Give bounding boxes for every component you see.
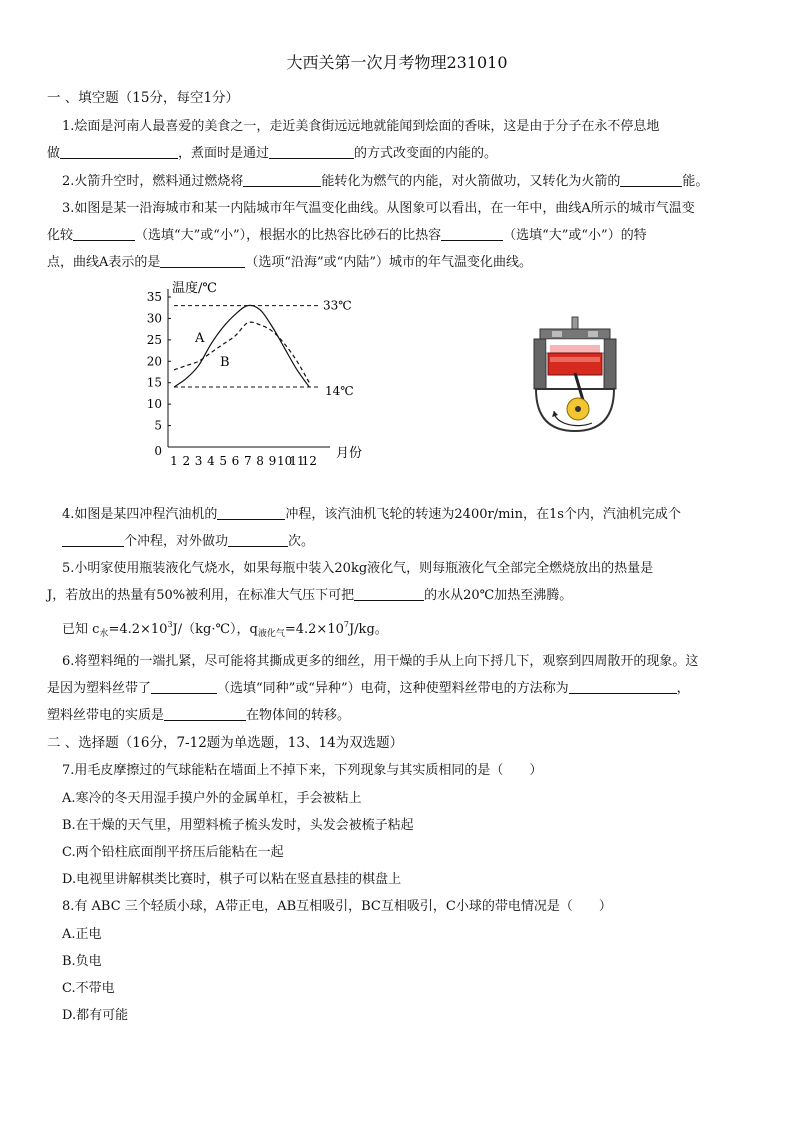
q4-blank-2[interactable] xyxy=(62,532,124,547)
engine-illustration xyxy=(530,315,620,433)
cylinder-wall-right xyxy=(604,339,616,389)
q3-text: 化较 xyxy=(47,228,74,243)
x-tick-label: 6 xyxy=(231,454,240,468)
q4-blank-1[interactable] xyxy=(217,505,285,520)
q6-line-2 xyxy=(47,677,690,696)
x-tick-label: 4 xyxy=(207,454,215,468)
q2-blank-1[interactable] xyxy=(243,172,321,187)
gas-mixture xyxy=(550,345,600,353)
spark-plug-icon xyxy=(572,317,578,329)
y-axis-label: 温度/℃ xyxy=(172,281,217,296)
q8-option-a[interactable]: A.正电 xyxy=(62,927,102,942)
q1-line-1: 1.烩面是河南人最喜爱的美食之一，走近美食街远远地就能闻到烩面的香味，这是由于分子在永不停息地 xyxy=(62,119,660,134)
q5-text: 的水从20℃加热至沸腾。 xyxy=(424,588,573,603)
q7-option-c[interactable]: C.两个铅柱底面削平挤压后能粘在一起 xyxy=(62,845,284,860)
q3-line-3 xyxy=(47,251,532,270)
x-tick-label: 8 xyxy=(256,454,264,468)
x-tick-label: 11 xyxy=(289,454,305,468)
crankshaft xyxy=(575,406,581,412)
temperature-chart xyxy=(130,275,380,475)
x-tick-label: 12 xyxy=(301,454,317,468)
intake-valve xyxy=(552,331,562,337)
x-tick-label: 2 xyxy=(182,454,191,468)
q4-text: 4.如图是某四冲程汽油机的 xyxy=(62,507,218,522)
q3-line-1: 3.如图是某一沿海城市和某一内陆城市年气温变化曲线。从图象可以看出，在一年中，曲线A所示的城市气温变 xyxy=(62,201,695,216)
q1-text: 的方式改变面的内能的。 xyxy=(354,146,498,161)
q7-option-a[interactable]: A.寒冷的冬天用湿手摸户外的金属单杠，手会被粘上 xyxy=(62,791,362,806)
q7-option-b[interactable]: B.在干燥的天气里，用塑料梳子梳头发时，头发会被梳子粘起 xyxy=(62,818,414,833)
page-title: 大西关第一次月考物理231010 xyxy=(286,53,508,72)
q1-blank-1[interactable] xyxy=(60,144,178,159)
q8-stem: 8.有 ABC 三个轻质小球，A带正电，AB互相吸引，BC互相吸引，C小球的带电情况是（ ） xyxy=(62,899,612,914)
x-axis-label: 月份 xyxy=(336,446,363,461)
q5-text: J/kg。 xyxy=(348,622,388,637)
q5-text: 已知 c xyxy=(62,622,100,637)
y-tick-label: 20 xyxy=(146,354,162,369)
q3-blank-3[interactable] xyxy=(160,253,245,268)
q5-sub: 水 xyxy=(99,629,109,639)
q3-text: （选填“大”或“小”），根据水的比热容比砂石的比热容 xyxy=(135,228,442,243)
y-tick-label: 35 xyxy=(146,290,162,304)
q6-text: 是因为塑料丝带了 xyxy=(47,681,152,696)
q3-blank-2[interactable] xyxy=(441,226,503,241)
x-tick-label: 10 xyxy=(277,454,293,468)
q4-text: 冲程，该汽油机飞轮的转速为2400r/min，在1s个内，汽油机完成个 xyxy=(285,507,681,522)
q3-text: （选填“大”或“小”）的特 xyxy=(503,228,647,243)
q5-sub: 液化气 xyxy=(257,629,285,639)
y-tick-label: 15 xyxy=(146,375,162,390)
q5-sup: 7 xyxy=(343,620,349,629)
q2-text: 2.火箭升空时，燃料通过燃烧将 xyxy=(62,174,244,189)
x-tick-label: 9 xyxy=(268,454,277,468)
q4-blank-3[interactable] xyxy=(228,532,288,547)
q6-text: ， xyxy=(676,681,690,696)
q3-text: （选项“沿海”或“内陆”）城市的年气温变化曲线。 xyxy=(245,255,532,270)
q1-text: 做 xyxy=(47,146,61,161)
q5-line-3 xyxy=(62,618,388,639)
section-1-heading: 一 、填空题（15分，每空1分） xyxy=(47,90,240,106)
q1-text: ，煮面时是通过 xyxy=(178,146,270,161)
q5-text: =4.2×10 xyxy=(284,622,344,637)
q4-line-2 xyxy=(62,530,314,549)
q6-blank-3[interactable] xyxy=(164,706,246,721)
q7-stem: 7.用毛皮摩擦过的气球能粘在墙面上不掉下来，下列现象与其实质相同的是（ ） xyxy=(62,763,543,778)
reference-label: 14℃ xyxy=(325,384,354,398)
q5-text: =4.2×10 xyxy=(108,622,168,637)
q8-option-d[interactable]: D.都有可能 xyxy=(62,1008,129,1023)
cylinder-head xyxy=(540,329,610,339)
y-tick-label: 10 xyxy=(146,397,162,412)
series-A-line xyxy=(174,305,309,387)
q6-blank-1[interactable] xyxy=(151,679,217,694)
x-tick-label: 5 xyxy=(219,454,228,468)
exhaust-valve xyxy=(588,331,598,337)
q2-text: 能转化为燃气的内能，对火箭做功，又转化为火箭的 xyxy=(321,174,621,189)
series-label-a: A xyxy=(195,331,205,346)
q2-text: 能。 xyxy=(682,174,709,189)
q6-blank-2[interactable] xyxy=(569,679,677,694)
q6-text: 在物体间的转移。 xyxy=(246,708,351,723)
q6-text: 塑料丝带电的实质是 xyxy=(47,708,165,723)
piston-ring xyxy=(550,357,600,362)
q6-text: （选填“同种”或“异种”）电荷，这种使塑料丝带电的方法称为 xyxy=(217,681,569,696)
q6-line-3 xyxy=(47,704,350,723)
q1-line-2 xyxy=(47,142,497,161)
y-tick-label: 0 xyxy=(154,444,162,458)
y-tick-label: 25 xyxy=(146,332,162,347)
series-label-b: B xyxy=(220,355,230,370)
q2-blank-2[interactable] xyxy=(620,172,682,187)
q5-text: J，若放出的热量有50%被利用，在标准大气压下可把 xyxy=(47,588,355,603)
y-tick-label: 5 xyxy=(154,418,162,433)
q1-blank-2[interactable] xyxy=(269,144,354,159)
piston xyxy=(548,353,602,375)
q3-text: 点，曲线A表示的是 xyxy=(47,255,161,270)
q5-line-1: 5.小明家使用瓶装液化气烧水，如果每瓶中装入20kg液化气，则每瓶液化气全部完全燃烧放出的热量是 xyxy=(62,561,654,576)
q8-option-b[interactable]: B.负电 xyxy=(62,954,102,969)
section-2-heading: 二 、选择题（16分，7-12题为单选题，13、14为双选题） xyxy=(47,735,404,751)
q6-line-1: 6.将塑料绳的一端扎紧，尽可能将其撕成更多的细丝，用干燥的手从上向下捋几下，观察到四周散开的现象。这 xyxy=(62,654,699,669)
x-tick-label: 7 xyxy=(243,454,252,468)
cylinder-wall-left xyxy=(534,339,546,389)
q3-line-2 xyxy=(47,224,647,243)
reference-label: 33℃ xyxy=(323,298,352,313)
q4-line-1 xyxy=(62,503,681,522)
q2-line xyxy=(62,170,708,189)
q5-sup: 3 xyxy=(167,620,173,629)
q5-line-2 xyxy=(47,584,572,603)
q5-text: J/（kg·℃），q xyxy=(172,622,258,637)
q5-blank-1[interactable] xyxy=(354,586,424,601)
q4-text: 次。 xyxy=(288,534,315,549)
x-tick-label: 1 xyxy=(170,454,178,468)
q7-option-d[interactable]: D.电视里讲解棋类比赛时，棋子可以粘在竖直悬挂的棋盘上 xyxy=(62,872,402,887)
q4-text: 个冲程，对外做功 xyxy=(124,534,229,549)
q8-option-c[interactable]: C.不带电 xyxy=(62,981,115,996)
x-tick-label: 3 xyxy=(194,454,203,468)
q3-blank-1[interactable] xyxy=(73,226,135,241)
y-tick-label: 30 xyxy=(146,311,162,326)
